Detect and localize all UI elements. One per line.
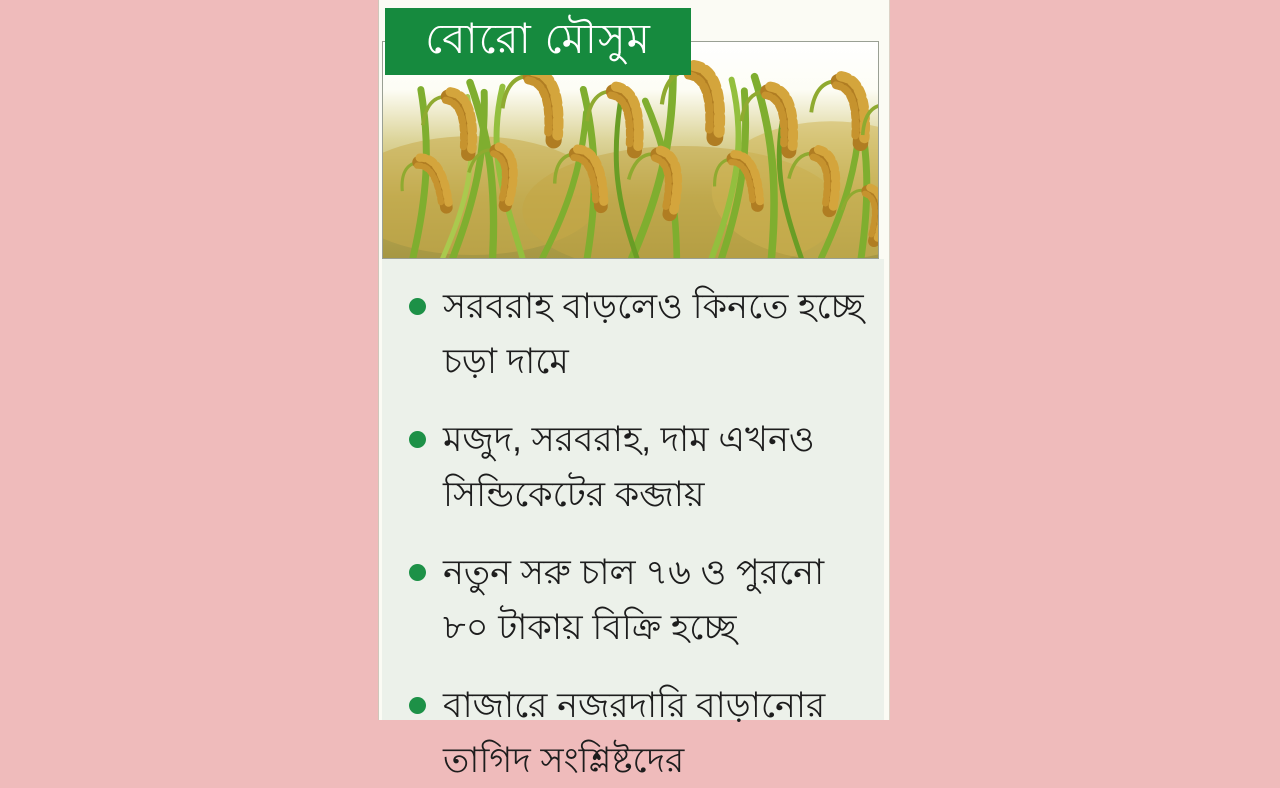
list-item — [396, 545, 870, 655]
header-title: বোরো মৌসুম — [425, 15, 651, 62]
list-item — [396, 279, 870, 389]
bullet-dot-icon — [409, 697, 426, 714]
bullet-dot-icon — [409, 298, 426, 315]
bullet-text: মজুদ, সরবরাহ, দাম এখনও সিন্ডিকেটের কব্জায় — [443, 420, 815, 514]
bullet-panel — [382, 259, 884, 780]
infographic-card — [378, 0, 890, 780]
bullet-dot-icon — [409, 431, 426, 448]
list-item — [396, 678, 870, 788]
bullet-dot-icon — [409, 564, 426, 581]
bullet-text: সরবরাহ বাড়লেও কিনতে হচ্ছে চড়া দামে — [443, 287, 864, 381]
bullet-list — [396, 279, 870, 788]
bullet-text: নতুন সরু চাল ৭৬ ও পুরনো ৮০ টাকায় বিক্রি হচ্ছে — [443, 553, 825, 647]
bullet-text: বাজারে নজরদারি বাড়ানোর তাগিদ সংশ্লিষ্টদের — [443, 686, 826, 780]
list-item — [396, 412, 870, 522]
header-badge — [385, 8, 691, 75]
